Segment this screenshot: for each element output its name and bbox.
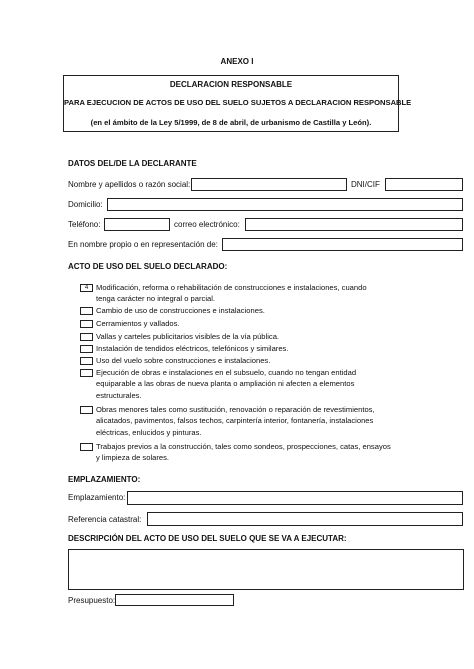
location-address-label: Emplazamiento: <box>68 493 126 502</box>
act-option-text: Instalación de tendidos eléctricos, telefónicos y similares. <box>96 344 289 353</box>
act-option-text: Cerramientos y vallados. <box>96 319 180 328</box>
act-option-text: alicatados, pavimentos, falsos techos, carpintería interior, fontanería, instalaciones <box>96 416 374 426</box>
act-option-text: Uso del vuelo sobre construcciones e instalaciones. <box>96 356 271 365</box>
act-option-text: tenga carácter no integral o parcial. <box>96 294 216 304</box>
act-option-text: Vallas y carteles publicitarios visibles de la vía pública. <box>96 332 280 341</box>
location-section-title: EMPLAZAMIENTO: <box>68 475 141 484</box>
name-label: Nombre y apellidos o razón social: <box>68 180 191 189</box>
declarant-section-title: DATOS DEL/DE LA DECLARANTE <box>68 159 197 168</box>
act-option-text: estructurales. <box>96 390 142 400</box>
act-option-checkbox[interactable]: 4 <box>80 284 93 292</box>
law-reference: (en el ámbito de la Ley 5/1999, de 8 de abril, de urbanismo de Castilla y León). <box>90 118 372 127</box>
budget-field[interactable] <box>115 594 234 606</box>
act-option-checkbox[interactable] <box>80 357 93 365</box>
act-option-checkbox[interactable] <box>80 320 93 328</box>
act-option-text: y limpieza de solares. <box>96 453 170 463</box>
address-field[interactable] <box>107 198 463 211</box>
act-option-text: Obras menores tales como sustitución, renovación o reparación de revestimientos, <box>96 405 375 414</box>
act-option-text: Trabajos previos a la construcción, tales como sondeos, prospecciones, catas, ensayos <box>96 442 391 451</box>
cadastral-label: Referencia catastral: <box>68 515 142 524</box>
representation-field[interactable] <box>222 238 463 251</box>
representation-label: En nombre propio o en representación de: <box>68 240 218 249</box>
act-option-checkbox[interactable] <box>80 307 93 315</box>
act-option-text: Cambio de uso de construcciones e instalaciones. <box>96 306 265 315</box>
description-field[interactable] <box>68 549 464 590</box>
act-option-text: equiparable a las obras de nueva planta o ampliación ni afecten a elementos <box>96 379 355 389</box>
act-option-text: Ejecución de obras e instalaciones en el subsuelo, cuando no tengan entidad <box>96 368 357 377</box>
act-option-checkbox[interactable] <box>80 369 93 377</box>
phone-field[interactable] <box>104 218 170 231</box>
email-label: correo electrónico: <box>174 220 240 229</box>
header-box <box>63 75 412 132</box>
annex-title: ANEXO I <box>220 57 254 66</box>
act-option-checkbox[interactable] <box>80 443 93 451</box>
address-label: Domicilio: <box>68 200 103 209</box>
act-option-checkbox[interactable] <box>80 406 93 414</box>
act-option-checkbox[interactable] <box>80 333 93 341</box>
dni-field[interactable] <box>385 178 463 191</box>
description-section-title: DESCRIPCIÓN DEL ACTO DE USO DEL SUELO QUE SE VA A EJECUTAR: <box>68 534 347 543</box>
declaration-subtitle: PARA EJECUCION DE ACTOS DE USO DEL SUELO SUJETOS A DECLARACION RESPONSABLE <box>64 98 412 107</box>
name-field[interactable] <box>191 178 347 191</box>
declaration-title: DECLARACION RESPONSABLE <box>169 80 293 89</box>
act-section-title: ACTO DE USO DEL SUELO DECLARADO: <box>68 262 228 271</box>
cadastral-field[interactable] <box>147 512 463 526</box>
budget-label: Presupuesto: <box>68 596 116 605</box>
act-option-checkbox[interactable] <box>80 345 93 353</box>
act-option-text: eléctricas, enlucidos y pinturas. <box>96 427 202 437</box>
dni-label: DNI/CIF <box>351 180 380 189</box>
email-field[interactable] <box>245 218 463 231</box>
act-option-text: Modificación, reforma o rehabilitación de construcciones e instalaciones, cuando <box>96 283 367 292</box>
phone-label: Teléfono: <box>68 220 101 229</box>
location-address-field[interactable] <box>127 491 463 505</box>
